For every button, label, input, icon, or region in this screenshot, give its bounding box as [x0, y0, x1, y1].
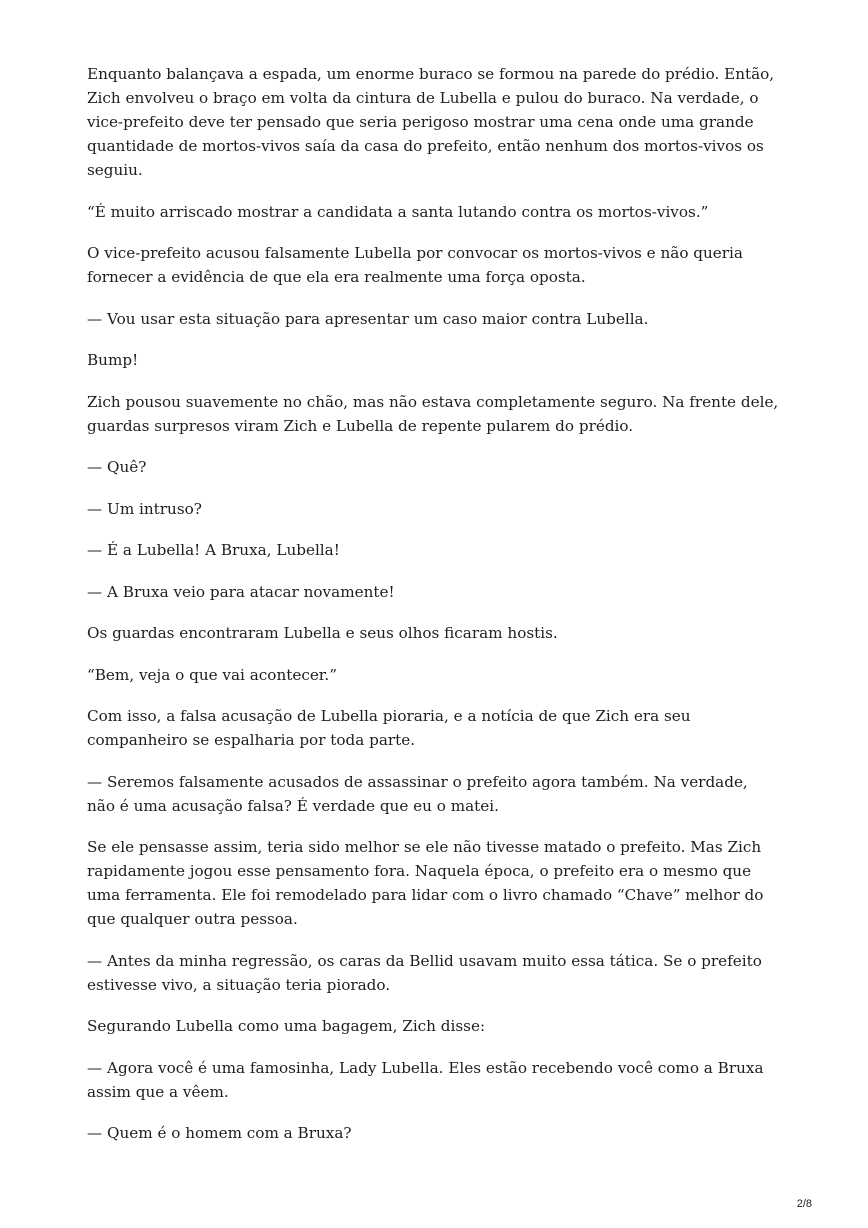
- paragraph: “Bem, veja o que vai acontecer.”: [87, 665, 337, 684]
- document-body: [87, 62, 779, 1163]
- paragraph: — Agora você é uma famosinha, Lady Lubella. Eles estão recebendo você como a Bruxa assim que a vêem.: [87, 1058, 764, 1101]
- paragraph: — Quê?: [87, 458, 147, 476]
- paragraph: — Quem é o homem com a Bruxa?: [87, 1124, 352, 1142]
- paragraph: Enquanto balançava a espada, um enorme buraco se formou na parede do prédio. Então, Zich envolveu o braço em volta da cintura de Lubella e pulou do buraco. Na verdade, o vice-prefeito deve ter pensado que seria perigoso mostrar uma cena onde uma grande quantidade de mortos-vivos saía da casa do prefeito, então nenhum dos mortos-vivos os seguiu.: [87, 65, 775, 179]
- paragraph: — A Bruxa veio para atacar novamente!: [87, 582, 395, 601]
- paragraph: “É muito arriscado mostrar a candidata a santa lutando contra os mortos-vivos.”: [87, 202, 709, 221]
- paragraph: Zich pousou suavemente no chão, mas não estava completamente seguro. Na frente dele, guardas surpresos viram Zich e Lubella de repente pularem do prédio.: [87, 392, 779, 435]
- paragraph: Com isso, a falsa acusação de Lubella pioraria, e a notícia de que Zich era seu companheiro se espalharia por toda parte.: [87, 707, 691, 749]
- paragraph: Bump!: [87, 351, 139, 369]
- paragraph: — Antes da minha regressão, os caras da Bellid usavam muito essa tática. Se o prefeito estivesse vivo, a situação teria piorado.: [87, 951, 762, 994]
- paragraph: Se ele pensasse assim, teria sido melhor se ele não tivesse matado o prefeito. Mas Zich rapidamente jogou esse pensamento fora. Naquela época, o prefeito era o mesmo que uma ferramenta. Ele foi remodelado para lidar com o livro chamado “Chave” melhor do que qualquer outra pessoa.: [87, 838, 764, 928]
- page-number: 2/8: [796, 1198, 812, 1210]
- paragraph: — Um intruso?: [87, 499, 202, 518]
- paragraph: — Vou usar esta situação para apresentar um caso maior contra Lubella.: [87, 309, 649, 328]
- paragraph: Os guardas encontraram Lubella e seus olhos ficaram hostis.: [87, 624, 558, 642]
- paragraph: — É a Lubella! A Bruxa, Lubella!: [87, 541, 340, 559]
- paragraph: O vice-prefeito acusou falsamente Lubella por convocar os mortos-vivos e não queria fornecer a evidência de que ela era realmente uma força oposta.: [87, 244, 743, 286]
- paragraph: Segurando Lubella como uma bagagem, Zich disse:: [87, 1017, 486, 1035]
- paragraph: — Seremos falsamente acusados de assassinar o prefeito agora também. Na verdade, não é uma acusação falsa? É verdade que eu o matei.: [87, 772, 748, 815]
